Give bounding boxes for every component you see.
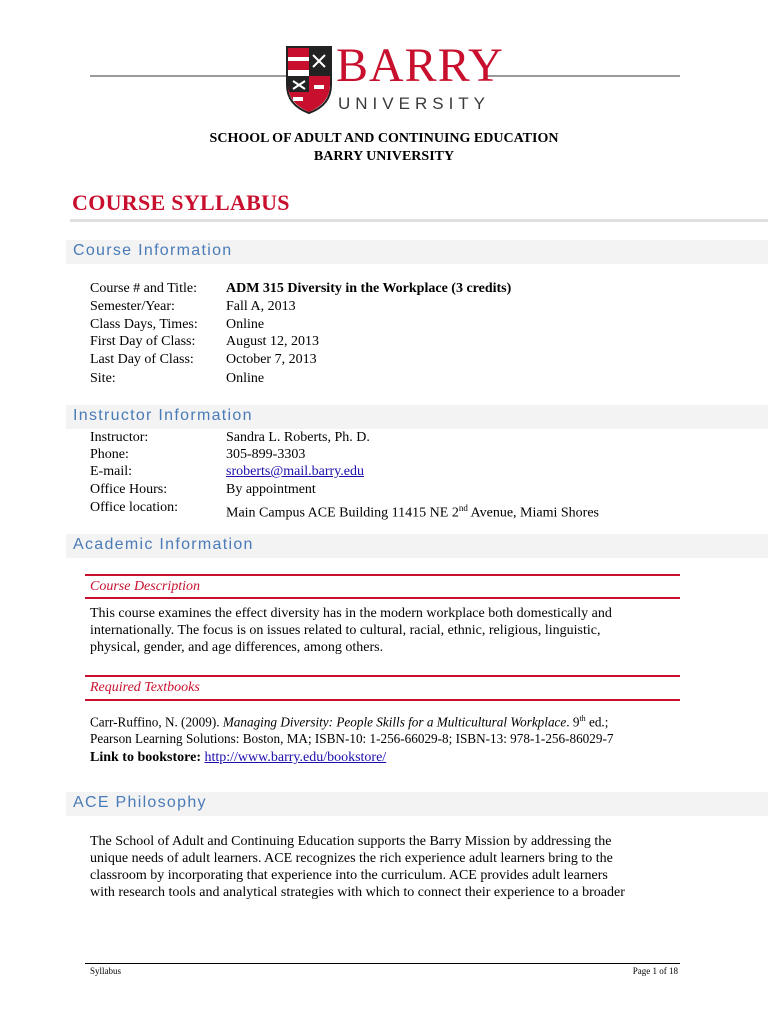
office-location-text-end: Avenue, Miami Shores: [467, 505, 599, 521]
subsection-rule-bottom: [85, 699, 680, 701]
row-value: August 12, 2013: [226, 334, 319, 349]
section-heading: Academic Information: [73, 536, 254, 553]
paragraph-line: physical, gender, and age differences, among others.: [90, 640, 384, 655]
page-number: Page 1 of 18: [632, 966, 678, 976]
row-value: [226, 499, 599, 523]
logo-wordmark: BARRY: [336, 39, 504, 92]
row-label: Phone:: [90, 447, 129, 462]
subsection-heading-required-textbooks: Required Textbooks: [90, 680, 200, 695]
logo-subtitle: UNIVERSITY: [338, 94, 491, 113]
subsection-rule-bottom: [85, 597, 680, 599]
section-ace-philosophy: [66, 792, 768, 816]
row-value: October 7, 2013: [226, 352, 317, 367]
page-title: COURSE SYLLABUS: [72, 190, 290, 215]
citation-publisher: Pearson Learning Solutions: Boston, MA; ISBN-10: 1-256-66029-8; ISBN-13: 978-1-256-86029-7: [90, 731, 614, 747]
citation-title: Managing Diversity: People Skills for a Multicultural Workplace: [222, 714, 567, 730]
paragraph-line: The School of Adult and Continuing Education supports the Barry Mission by addressing the: [90, 834, 612, 849]
row-label: Instructor:: [90, 430, 149, 445]
row-value: Fall A, 2013: [226, 299, 296, 314]
bookstore-line: [90, 749, 690, 766]
footer-label: Syllabus: [90, 966, 122, 976]
paragraph-line: with research tools and analytical strategies with which to connect their experience to a broader: [90, 885, 625, 900]
subsection-heading-course-description: Course Description: [90, 579, 201, 594]
section-heading: Course Information: [73, 242, 233, 259]
email-link[interactable]: sroberts@mail.barry.edu: [226, 464, 364, 479]
paragraph-line: internationally. The focus is on issues related to cultural, racial, ethnic, religious, linguistic,: [90, 623, 601, 638]
row-value: Sandra L. Roberts, Ph. D.: [226, 430, 370, 445]
section-course-information: [66, 240, 768, 264]
row-value: 305-899-3303: [226, 447, 306, 462]
paragraph-line: This course examines the effect diversity has in the modern workplace both domestically and: [90, 606, 612, 621]
title-divider: [70, 219, 768, 222]
row-label: Class Days, Times:: [90, 317, 198, 332]
row-value: Online: [226, 371, 265, 386]
edition-suffix: th: [579, 714, 586, 723]
bookstore-link[interactable]: http://www.barry.edu/bookstore/: [204, 750, 387, 765]
row-value: Online: [226, 317, 265, 332]
office-location-text: Main Campus ACE Building 11415 NE 2: [226, 505, 459, 521]
citation-edition-end: ed.;: [585, 714, 609, 730]
school-name: SCHOOL OF ADULT AND CONTINUING EDUCATION: [209, 131, 559, 146]
philosophy-text: [90, 833, 690, 901]
row-label: First Day of Class:: [90, 334, 196, 349]
citation-line: [90, 710, 690, 730]
textbook-citation: [90, 710, 690, 747]
row-value: By appointment: [226, 482, 316, 497]
row-label: Last Day of Class:: [90, 352, 194, 367]
section-academic-information: [66, 534, 768, 558]
section-instructor-information: [66, 405, 768, 429]
ordinal-suffix: nd: [458, 503, 468, 513]
subsection-rule-top: [85, 574, 680, 576]
row-label: E-mail:: [90, 464, 132, 479]
row-label: Office location:: [90, 500, 178, 515]
citation-author: Carr-Ruffino, N. (2009).: [90, 714, 223, 730]
university-crest-icon: [285, 45, 333, 115]
paragraph-line: unique needs of adult learners. ACE recognizes the rich experience adult learners bring to the: [90, 851, 613, 866]
footer-rule: [85, 963, 680, 964]
subsection-rule-top: [85, 675, 680, 677]
paragraph-line: classroom by incorporating that experience into the curriculum. ACE provides adult learners: [90, 868, 608, 883]
section-heading: ACE Philosophy: [73, 794, 207, 811]
course-description-text: [90, 605, 690, 656]
row-value: ADM 315 Diversity in the Workplace (3 credits): [226, 281, 512, 296]
row-label: Course # and Title:: [90, 281, 197, 296]
row-label: Office Hours:: [90, 482, 168, 497]
logo-rule-right: [485, 75, 680, 77]
bookstore-label: Link to bookstore:: [90, 750, 201, 765]
citation-edition: . 9: [566, 714, 580, 730]
row-label: Site:: [90, 371, 116, 386]
university-name: BARRY UNIVERSITY: [313, 149, 455, 164]
logo-rule-left: [90, 75, 286, 77]
row-label: Semester/Year:: [90, 299, 175, 314]
section-heading: Instructor Information: [73, 407, 253, 424]
